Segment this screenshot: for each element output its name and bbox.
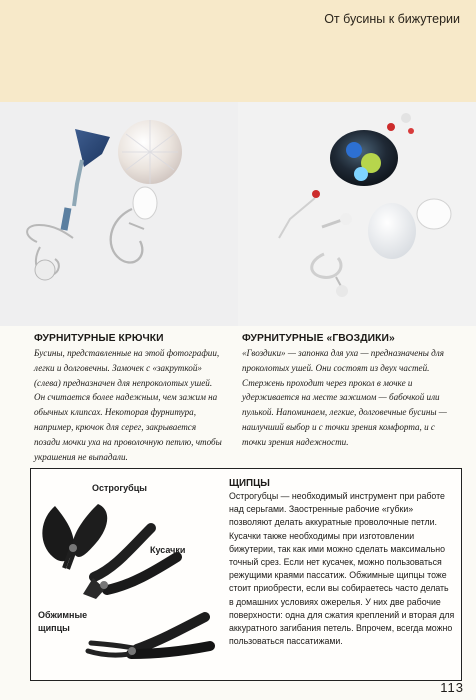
earring-stud-photo (238, 102, 476, 326)
crimping-pliers-icon (88, 617, 210, 655)
round-nose-pliers-icon (42, 504, 107, 569)
section-studs-title: ФУРНИТУРНЫЕ «ГВОЗДИКИ» (242, 333, 395, 344)
round-nose-label: Острогубцы (92, 483, 147, 493)
section-hooks-title: ФУРНИТУРНЫЕ КРЮЧКИ (34, 333, 164, 344)
earring-hook-photo (0, 102, 238, 326)
tools-heading: ЩИПЦЫ (229, 478, 270, 489)
cutters-label: Кусачки (150, 545, 186, 555)
tools-illustrations (30, 468, 230, 679)
crimping-label: Обжимные щипцы (38, 610, 88, 633)
section-hooks-text: Бусины, представленные на этой фотографии, легки и долговечны. Замочек с «закруткой» (слева) предназначен для непроколотых ушей. Он считается более надежным, чем зажим на обычных клипсах. Некоторая фурнитура, например, крючок для серег, закрывается позади мочки уха на проволочную петлю, чтобы украшения не выпадали. (34, 348, 222, 462)
running-head: От бусины к бижутерии (324, 12, 460, 26)
page-number: 113 (440, 680, 464, 695)
tools-text: Острогубцы — необходимый инструмент при работе над серьгами. Заостренные рабочие «губки» позволяют делать аккуратные проволочные петли. Кусачки также необходимы при изготовлении бижутерии, так как ими можно сделать максимально точный срез. Если нет кусачек, можно пользоваться режущими краями пассатиж. Обжимные щипцы тоже стоит приобрести, если вы собираетесь часто делать в домашних условиях ожерелья. У них две рабочие поверхности: одна для сжатия креплений и вторая для аккуратного загибания петель. Впрочем, всегда можно пользоваться пассатижами. (229, 491, 455, 647)
section-studs-text: «Гвоздики» — запонка для уха — предназначены для проколотых ушей. Они состоят из двух частей. Стержень проходит через прокол в мочке и удерживается на месте зажимом — бабочкой или пулькой. Напоминаем, легкие, долговечные бусины — наилучший выбор и с точки зрения комфорта, и с точки зрения надежности. (242, 348, 447, 447)
